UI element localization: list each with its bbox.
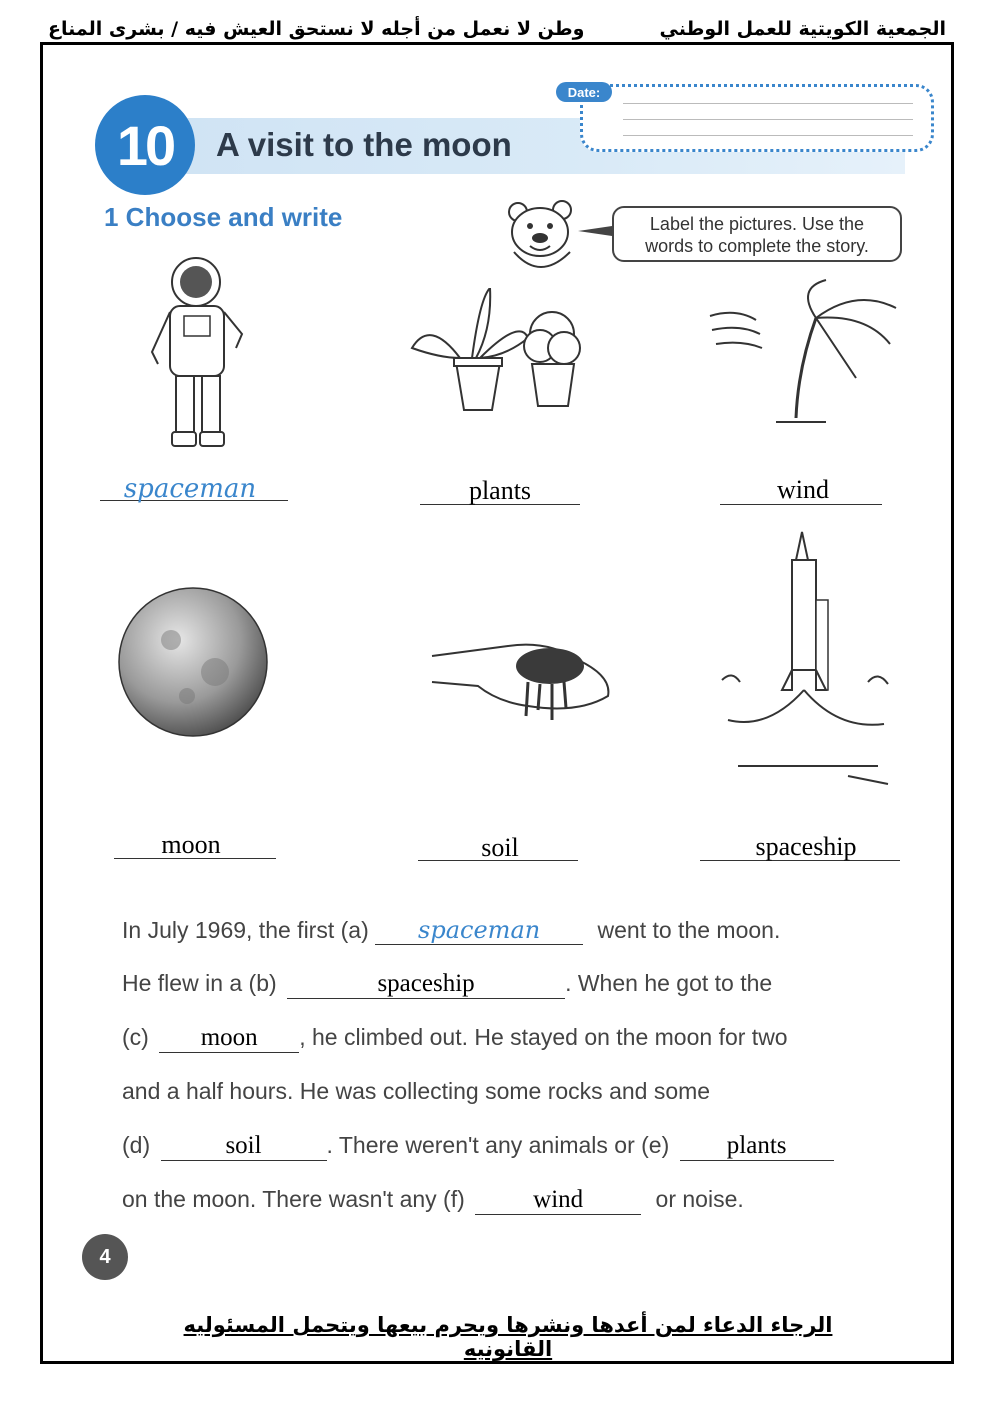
page-number-badge: 4 xyxy=(82,1234,128,1280)
blank-a-answer: spaceman xyxy=(418,916,541,944)
story-row-2 xyxy=(122,970,772,999)
instruction-bubble xyxy=(612,206,902,262)
arabic-header xyxy=(40,14,952,44)
blank-a xyxy=(375,916,583,945)
header-association-name: الجمعية الكويتية للعمل الوطني xyxy=(659,18,946,40)
section-title: 1 Choose and write xyxy=(104,202,343,232)
blank-d-answer: soil xyxy=(225,1132,262,1159)
story-row-2-before: He flew in a (b) xyxy=(122,970,277,996)
story-row-2-after: . When he got to the xyxy=(565,970,773,996)
label-answer-5: soil xyxy=(481,833,519,862)
wind-icon xyxy=(706,278,901,428)
spaceship-icon xyxy=(708,530,898,790)
date-field[interactable] xyxy=(580,84,934,152)
header-slogan: وطن لا نعمل من أجله لا نستحق العيش فيه / بشرى المناع xyxy=(48,18,585,40)
blank-e xyxy=(680,1132,834,1161)
blank-f-answer: wind xyxy=(533,1186,584,1213)
bear-mascot-icon xyxy=(500,196,584,278)
soil-icon xyxy=(428,626,618,722)
story-row-3 xyxy=(122,1024,788,1053)
story-row-4 xyxy=(122,1078,710,1105)
story-row-1-after: went to the moon. xyxy=(597,917,781,943)
label-answer-2: plants xyxy=(468,476,532,505)
plants-icon xyxy=(410,288,585,413)
blank-d xyxy=(161,1132,327,1161)
story-row-4-text: and a half hours. He was collecting some rocks and some xyxy=(122,1078,711,1104)
label-answer-3: wind xyxy=(777,475,829,504)
blank-e-answer: plants xyxy=(726,1132,787,1159)
moon-icon xyxy=(117,586,269,738)
story-row-5-before: (d) xyxy=(122,1132,151,1158)
speech-bubble-tail xyxy=(578,226,612,236)
blank-b xyxy=(287,970,565,999)
story-row-1 xyxy=(122,916,780,945)
story-row-3-before: (c) xyxy=(122,1024,149,1050)
arabic-footer: الرجاء الدعاء لمن أعدها ونشرها ويحرم بيعها ويتحمل المسئوليه القانونيه xyxy=(183,1313,833,1361)
instruction-line-1: Label the pictures. Use the xyxy=(649,214,865,234)
blank-c-answer: moon xyxy=(200,1024,258,1051)
story-row-3-after: , he climbed out. He stayed on the moon for two xyxy=(299,1024,788,1050)
story-row-5-middle: . There weren't any animals or (e) xyxy=(326,1132,670,1158)
blank-c xyxy=(159,1024,299,1053)
instruction-line-2: words to complete the story. xyxy=(645,236,869,256)
label-answer-4: moon xyxy=(161,830,221,859)
story-row-1-before: In July 1969, the first (a) xyxy=(122,917,369,943)
story-row-6-after: or noise. xyxy=(655,1186,744,1212)
story-row-6 xyxy=(122,1186,744,1215)
blank-f xyxy=(475,1186,641,1215)
spaceman-icon xyxy=(140,252,255,452)
label-answer-1: spaceman xyxy=(123,474,257,504)
story-row-5 xyxy=(122,1132,834,1161)
unit-title: A visit to the moon xyxy=(216,126,512,163)
blank-b-answer: spaceship xyxy=(377,970,475,997)
story-row-6-before: on the moon. There wasn't any (f) xyxy=(122,1186,465,1212)
label-answer-6: spaceship xyxy=(755,832,857,861)
unit-number-badge: 10 xyxy=(95,95,195,195)
date-label: Date: xyxy=(556,82,612,102)
